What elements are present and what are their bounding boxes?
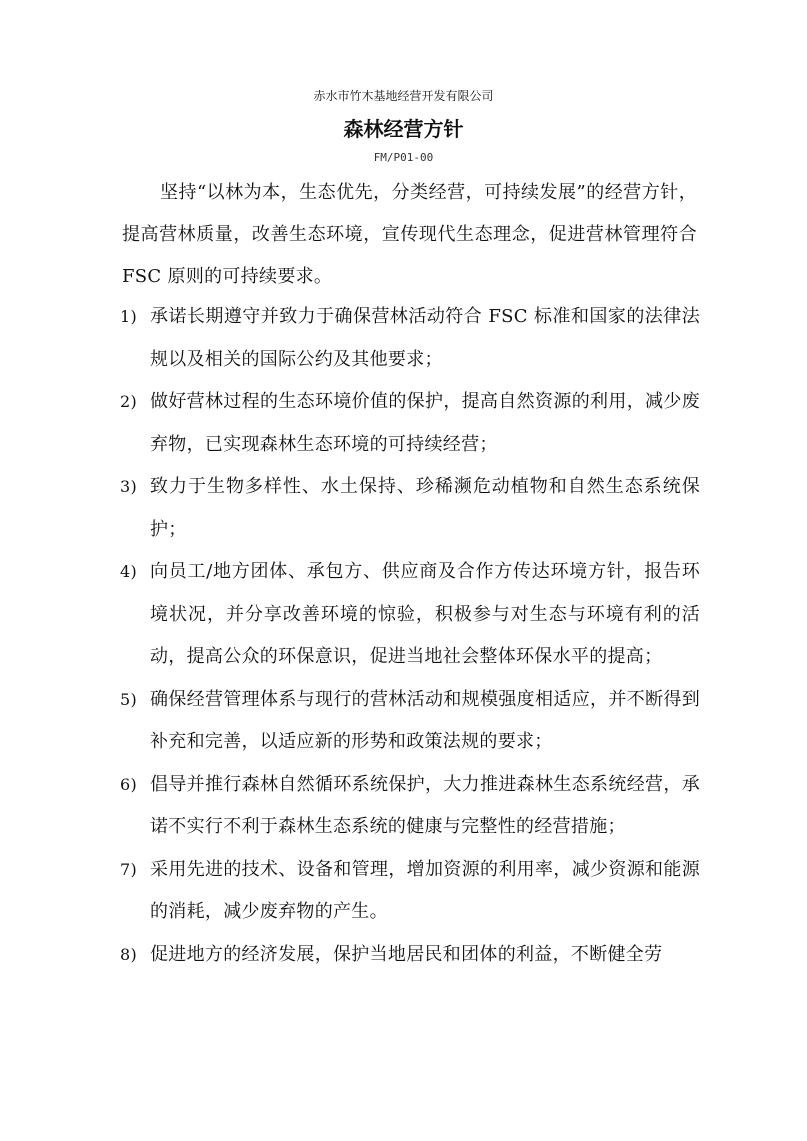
list-item-number: 1) xyxy=(120,307,138,326)
document-title: 森林经营方针 xyxy=(343,117,464,141)
list-item-2 xyxy=(120,381,700,466)
list-item-text: 促进地方的经济发展，保护当地居民和团体的利益，不断健全劳 xyxy=(150,943,663,965)
list-item-number: 3) xyxy=(120,477,138,496)
company-name: 赤水市竹木基地经营开发有限公司 xyxy=(313,89,494,103)
list-item-text: 致力于生物多样性、水土保持、珍稀濒危动植物和自然生态系统保护； xyxy=(150,476,700,540)
list-item-text: 向员工/地方团体、承包方、供应商及合作方传达环境方针，报告环境状况，并分享改善环境的惊验，积极参与对生态与环境有利的活动，提高公众的环保意识，促进当地社会整体环保水平的提高； xyxy=(150,561,700,667)
list-item-number: 7) xyxy=(120,859,138,879)
list-item-number: 8) xyxy=(120,944,138,964)
document-code: FM/P01-00 xyxy=(373,151,434,164)
policy-list xyxy=(120,296,700,976)
list-item-1 xyxy=(120,296,700,381)
list-item-4 xyxy=(120,551,700,679)
list-item-8 xyxy=(120,934,700,977)
list-item-text: 做好营林过程的生态环境价值的保护，提高自然资源的利用，减少废弃物，已实现森林生态环境的可持续经营； xyxy=(150,391,700,455)
list-item-text: 采用先进的技术、设备和管理，增加资源的利用率，减少资源和能源的消耗，减少废弃物的产生。 xyxy=(150,858,700,922)
list-item-number: 4) xyxy=(120,562,138,581)
intro-paragraph: 坚持“以林为本，生态优先，分类经营，可持续发展”的经营方针，提高营林质量，改善生态环境，宣传现代生态理念，促进营林管理符合 FSC 原则的可持续要求。 xyxy=(122,182,697,287)
list-item-5 xyxy=(120,679,700,764)
list-item-number: 6) xyxy=(120,774,138,794)
list-item-6 xyxy=(120,764,700,849)
list-item-number: 2) xyxy=(120,392,138,411)
list-item-text: 确保经营管理体系与现行的营林活动和规模强度相适应，并不断得到补充和完善，以适应新的形势和政策法规的要求； xyxy=(150,688,700,752)
list-item-text: 承诺长期遵守并致力于确保营林活动符合 FSC 标准和国家的法律法规以及相关的国际公约及其他要求； xyxy=(150,306,700,370)
list-item-7 xyxy=(120,849,700,934)
list-item-number: 5) xyxy=(120,689,138,709)
list-item-text: 倡导并推行森林自然循环系统保护，大力推进森林生态系统经营，承诺不实行不利于森林生态系统的健康与完整性的经营措施； xyxy=(150,773,700,837)
list-item-3 xyxy=(120,466,700,551)
